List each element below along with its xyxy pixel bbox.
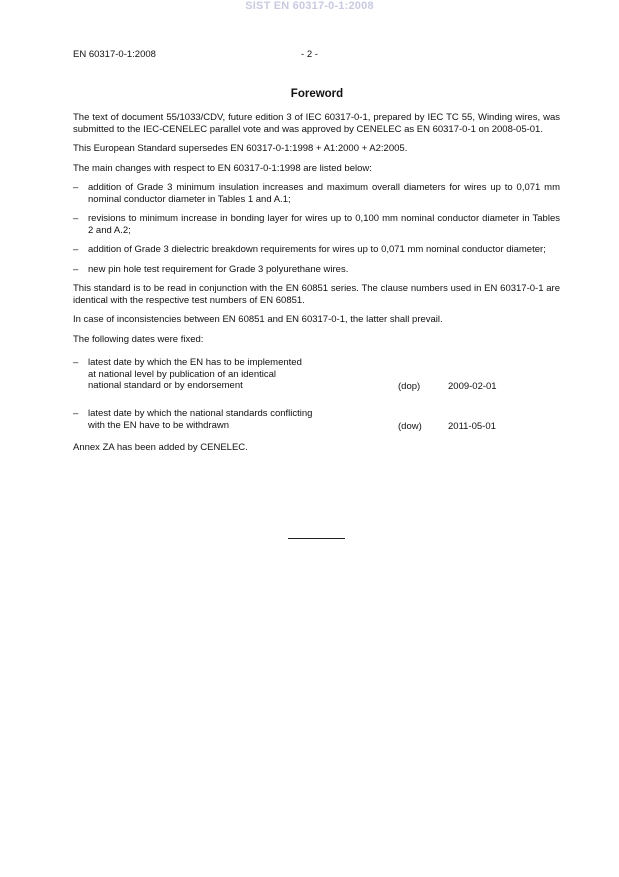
dash-bullet: – <box>73 182 79 193</box>
page-title: Foreword <box>290 88 344 100</box>
list-item <box>73 182 560 205</box>
dash-bullet: – <box>73 244 79 255</box>
dash-bullet: – <box>73 357 79 368</box>
paragraph: The text of document 55/1033/CDV, future edition 3 of IEC 60317-0-1, prepared by IEC TC 55, Winding wires, was submitted to the IEC-CENELEC parallel vote and was approved by CENELEC as EN 60317-0-1 on 2008-05-01. <box>73 112 560 135</box>
date-description-line: with the EN have to be withdrawn <box>88 419 229 431</box>
date-description-line: national standard or by endorsement <box>88 380 243 391</box>
header-page-number: - 2 - <box>301 49 318 60</box>
foreword-body <box>73 112 560 462</box>
list-item-text: addition of Grade 3 dielectric breakdown requirements for wires up to 0,071 mm nominal conductor diameter; <box>88 244 546 255</box>
end-rule <box>288 538 345 539</box>
list-item-text: revisions to minimum increase in bonding layer for wires up to 0,100 mm nominal conductor diameter in Tables 2 and A.2; <box>88 213 560 236</box>
list-item-text: new pin hole test requirement for Grade 3 polyurethane wires. <box>88 263 349 275</box>
list-item <box>73 264 560 276</box>
date-description-line: latest date by which the EN has to be implemented <box>88 357 302 368</box>
list-item <box>73 244 560 256</box>
paragraph: The main changes with respect to EN 60317-0-1:1998 are listed below: <box>73 162 372 174</box>
list-item <box>73 213 560 236</box>
date-description <box>88 357 338 392</box>
dash-bullet: – <box>73 408 79 419</box>
paragraph: This European Standard supersedes EN 60317-0-1:1998 + A1:2000 + A2:2005. <box>73 143 408 154</box>
date-row-dop <box>73 357 560 392</box>
paragraph: Annex ZA has been added by CENELEC. <box>73 442 248 453</box>
header-doc-id: EN 60317-0-1:2008 <box>73 49 156 60</box>
paragraph: This standard is to be read in conjunction with the EN 60851 series. The clause numbers used in EN 60317-0-1 are identical with the respective test numbers of EN 60851. <box>73 283 560 306</box>
date-row-dow <box>73 408 560 432</box>
date-description <box>88 408 338 431</box>
date-code: (dop) <box>398 380 421 392</box>
list-item-text: addition of Grade 3 minimum insulation increases and maximum overall diameters for wires up to 0,071 mm nominal conductor diameter in Tables 1 and A.1; <box>88 182 560 205</box>
dash-bullet: – <box>73 263 79 275</box>
date-description-line: latest date by which the national standards conflicting <box>88 408 313 419</box>
date-description-line: at national level by publication of an identical <box>88 368 277 380</box>
watermark: SIST EN 60317-0-1:2008 <box>245 0 374 12</box>
paragraph: The following dates were fixed: <box>73 333 204 345</box>
dash-bullet: – <box>73 213 79 224</box>
date-code: (dow) <box>398 420 422 432</box>
paragraph: In case of inconsistencies between EN 60851 and EN 60317-0-1, the latter shall prevail. <box>73 314 443 325</box>
date-value: 2011-05-01 <box>448 420 496 432</box>
date-value: 2009-02-01 <box>448 380 497 392</box>
